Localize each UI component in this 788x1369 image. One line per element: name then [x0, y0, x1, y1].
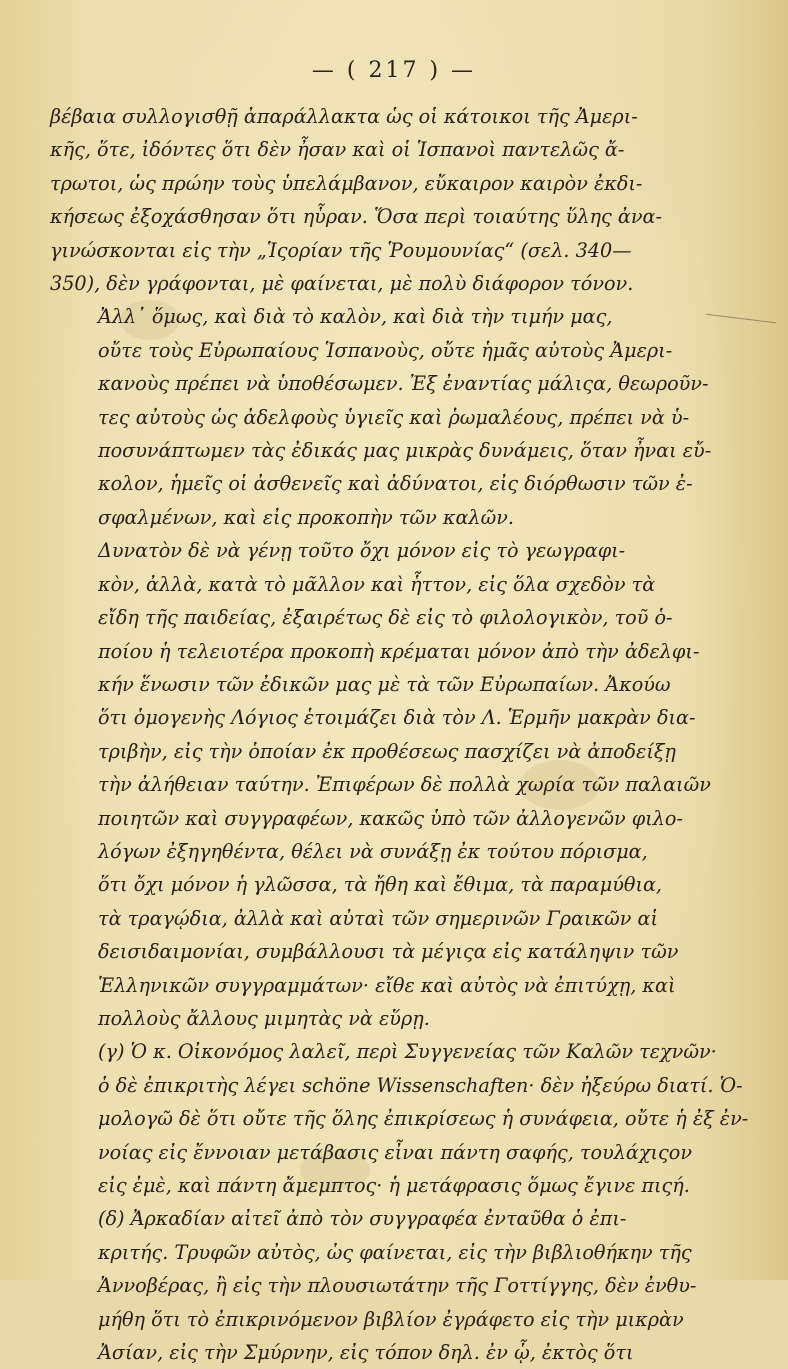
text-line: μήθη ὅτι τὸ ἐπικρινόμενον βιβλίον ἐγράφετο εἰς τὴν μικρὰν [98, 1307, 684, 1331]
text-line: Ἀλλ᾽ ὅμως, καὶ διὰ τὸ καλὸν, καὶ διὰ τὴν τιμήν μας, [98, 305, 613, 329]
text-line: λόγων ἐξηγηθέντα, θέλει νὰ συνάξῃ ἐκ τούτου πόρισμα, [98, 839, 648, 863]
text-line: πολλοὺς ἄλλους μιμητὰς νὰ εὕρῃ. [98, 1006, 430, 1030]
paragraph [50, 100, 690, 300]
text-line: Ἑλληνικῶν συγγραμμάτων· εἴθε καὶ αὐτὸς νὰ ἐπιτύχῃ, καὶ [98, 973, 676, 997]
text-line: κολον, ἡμεῖς οἱ ἀσθενεῖς καὶ ἀδύνατοι, εἰς διόρθωσιν τῶν ἐ- [98, 472, 693, 496]
text-line: τὴν ἀλήθειαν ταύτην. Ἐπιφέρων δὲ πολλὰ χωρία τῶν παλαιῶν [98, 773, 711, 797]
text-line: Ἀσίαν, εἰς τὴν Σμύρνην, εἰς τόπον δηλ. ἐν ᾧ, ἐκτὸς ὅτι [98, 1341, 634, 1365]
text-line: νοίας εἰς ἔννοιαν μετάβασις εἶναι πάντη σαφής, τουλάχιςον [98, 1140, 692, 1164]
text-line: βέβαια συλλογισθῇ ἀπαράλλακτα ὡς οἱ κάτοικοι τῆς Ἀμερι- [50, 105, 638, 128]
text-line: μολογῶ δὲ ὅτι οὔτε τῆς ὅλης ἐπικρίσεως ἡ συνάφεια, οὔτε ἡ ἐξ ἐν- [98, 1107, 749, 1131]
text-line: κὸν, ἀλλὰ, κατὰ τὸ μᾶλλον καὶ ἧττον, εἰς ὅλα σχεδὸν τὰ [98, 572, 656, 596]
paragraph [50, 300, 712, 534]
text-line: κήσεως ἐξοχάσθησαν ὅτι ηὗραν. Ὅσα περὶ τοιαύτης ὕλης ἀνα- [50, 205, 662, 229]
text-line: 350), δὲν γράφονται, μὲ φαίνεται, μὲ πολὺ διάφορον τόνον. [50, 272, 634, 296]
text-line: οὔτε τοὺς Εὐρωπαίους Ἱσπανοὺς, οὔτε ἡμᾶς αὐτοὺς Ἀμερι- [98, 338, 673, 362]
text-line: γινώσκονται εἰς τὴν „Ἱςορίαν τῆς Ῥουμουνίας“ (σελ. 340— [50, 238, 632, 262]
text-line: ποσυνάπτωμεν τὰς ἐδικάς μας μικρὰς δυνάμεις, ὅταν ἦναι εὔ- [98, 439, 712, 463]
text-line: κριτής. Τρυφῶν αὐτὸς, ὡς φαίνεται, εἰς τὴν βιβλιοθήκην τῆς [98, 1240, 692, 1264]
text-line: (δ) Ἀρκαδίαν αἰτεῖ ἀπὸ τὸν συγγραφέα ἐνταῦθα ὁ ἐπι- [98, 1207, 627, 1231]
text-line: εἴδη τῆς παιδείας, ἐξαιρέτως δὲ εἰς τὸ φιλολογικὸν, τοῦ ὁ- [98, 606, 673, 630]
text-line: τρωτοι, ὡς πρώην τοὺς ὑπελάμβανον, εὔκαιρον καιρὸν ἐκδι- [50, 171, 643, 195]
text-line: τὰ τραγῴδια, ἀλλὰ καὶ αὐταὶ τῶν σημερινῶν Γραικῶν αἱ [98, 906, 658, 930]
text-line: ὅτι ὄχι μόνον ἡ γλῶσσα, τὰ ἤθη καὶ ἔθιμα, τὰ παραμύθια, [98, 873, 663, 897]
paragraph [50, 534, 711, 1035]
text-line: ὅτι ὁμογενὴς Λόγιος ἑτοιμάζει διὰ τὸν Λ. Ἑρμῆν μακρὰν δια- [98, 706, 696, 730]
text-line: δεισιδαιμονίαι, συμβάλλουσι τὰ μέγιςα εἰς κατάληψιν τῶν [98, 940, 679, 964]
text-line: κῆς, ὅτε, ἰδόντες ὅτι δὲν ἦσαν καὶ οἱ Ἱσπανοὶ παντελῶς ἄ- [50, 138, 625, 162]
margin-pencil-mark [706, 314, 776, 324]
text-line: ποίου ἡ τελειοτέρα προκοπὴ κρέμαται μόνον ἀπὸ τὴν ἀδελφι- [98, 639, 700, 663]
text-line: Δυνατὸν δὲ νὰ γένῃ τοῦτο ὄχι μόνον εἰς τὸ γεωγραφι- [98, 539, 626, 563]
paragraph [50, 1035, 749, 1202]
text-line: κανοὺς πρέπει νὰ ὑποθέσωμεν. Ἐξ ἐναντίας μάλιςα, θεωροῦν- [98, 372, 709, 396]
page-number: — ( 217 ) — [311, 58, 477, 83]
text-line: Ἀννοβέρας, ἢ εἰς τὴν πλουσιωτάτην τῆς Γοττίγγης, δὲν ἐνθυ- [98, 1274, 697, 1298]
paragraph [50, 1202, 697, 1369]
text-line: τες αὐτοὺς ὡς ἀδελφοὺς ὑγιεῖς καὶ ῥωμαλέους, πρέπει νὰ ὑ- [98, 405, 690, 429]
text-line: εἰς ἐμὲ, καὶ πάντη ἄμεμπτος· ἡ μετάφρασις ὅμως ἔγινε πιςή. [98, 1174, 690, 1197]
text-line: τριβὴν, εἰς τὴν ὁποίαν ἐκ προθέσεως πασχίζει νὰ ἀποδείξῃ [98, 739, 676, 763]
body-text [50, 100, 749, 1369]
text-line: ποιητῶν καὶ συγγραφέων, κακῶς ὑπὸ τῶν ἀλλογενῶν φιλο- [98, 806, 683, 830]
text-line: (γ) Ὁ κ. Οἰκονόμος λαλεῖ, περὶ Συγγενείας τῶν Καλῶν τεχνῶν· [98, 1040, 717, 1064]
text-line: σφαλμένων, καὶ εἰς προκοπὴν τῶν καλῶν. [98, 505, 514, 529]
text-line: ὁ δὲ ἐπικριτὴς λέγει schöne Wissenschaften· δὲν ἠξεύρω διατί. Ὁ- [98, 1073, 743, 1097]
text-line: κήν ἕνωσιν τῶν ἐδικῶν μας μὲ τὰ τῶν Εὐρωπαίων. Ἀκούω [98, 672, 671, 696]
